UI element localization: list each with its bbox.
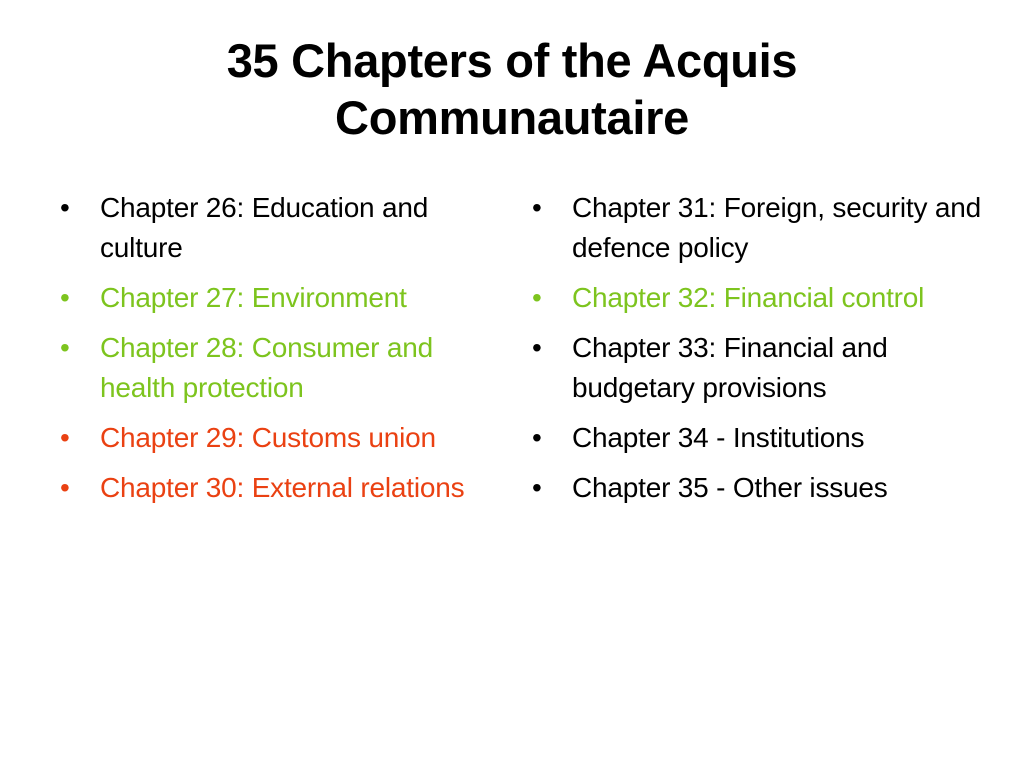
slide-title: [0, 32, 1024, 146]
list-item-text: Chapter 35 - Other issues: [572, 472, 888, 503]
bullet-icon: •: [60, 332, 70, 363]
slide-title-line-1: 35 Chapters of the Acquis: [226, 34, 798, 87]
list-item-text: Chapter 30: External relations: [100, 472, 465, 503]
list-item: [530, 418, 1000, 458]
list-item: [58, 468, 498, 508]
list-item: [530, 188, 1000, 268]
bullet-icon: •: [532, 192, 542, 223]
list-item-text: Chapter 27: Environment: [100, 282, 407, 313]
list-item-text: Chapter 29: Customs union: [100, 422, 436, 453]
list-item: [58, 418, 498, 458]
bullet-icon: •: [60, 282, 70, 313]
list-item-text: Chapter 34 - Institutions: [572, 422, 865, 453]
list-item-text: Chapter 31: Foreign, security and defence policy: [572, 192, 981, 263]
list-item: [58, 278, 498, 318]
list-item-text: Chapter 28: Consumer and health protection: [100, 332, 433, 403]
list-item-text: Chapter 26: Education and culture: [100, 192, 429, 263]
bullet-icon: •: [532, 332, 542, 363]
bullet-icon: •: [60, 192, 70, 223]
right-bullet-list: [530, 188, 1000, 518]
list-item-text: Chapter 32: Financial control: [572, 282, 925, 313]
bullet-icon: •: [532, 472, 542, 503]
list-item: [530, 278, 1000, 318]
list-item-text: Chapter 33: Financial and budgetary provisions: [572, 332, 888, 403]
left-bullet-list: [58, 188, 498, 518]
bullet-icon: •: [532, 422, 542, 453]
bullet-icon: •: [60, 472, 70, 503]
list-item: [58, 328, 498, 408]
list-item: [530, 328, 1000, 408]
bullet-icon: •: [532, 282, 542, 313]
slide-title-line-2: Communautaire: [335, 91, 689, 144]
list-item: [530, 468, 1000, 508]
list-item: [58, 188, 498, 268]
bullet-icon: •: [60, 422, 70, 453]
